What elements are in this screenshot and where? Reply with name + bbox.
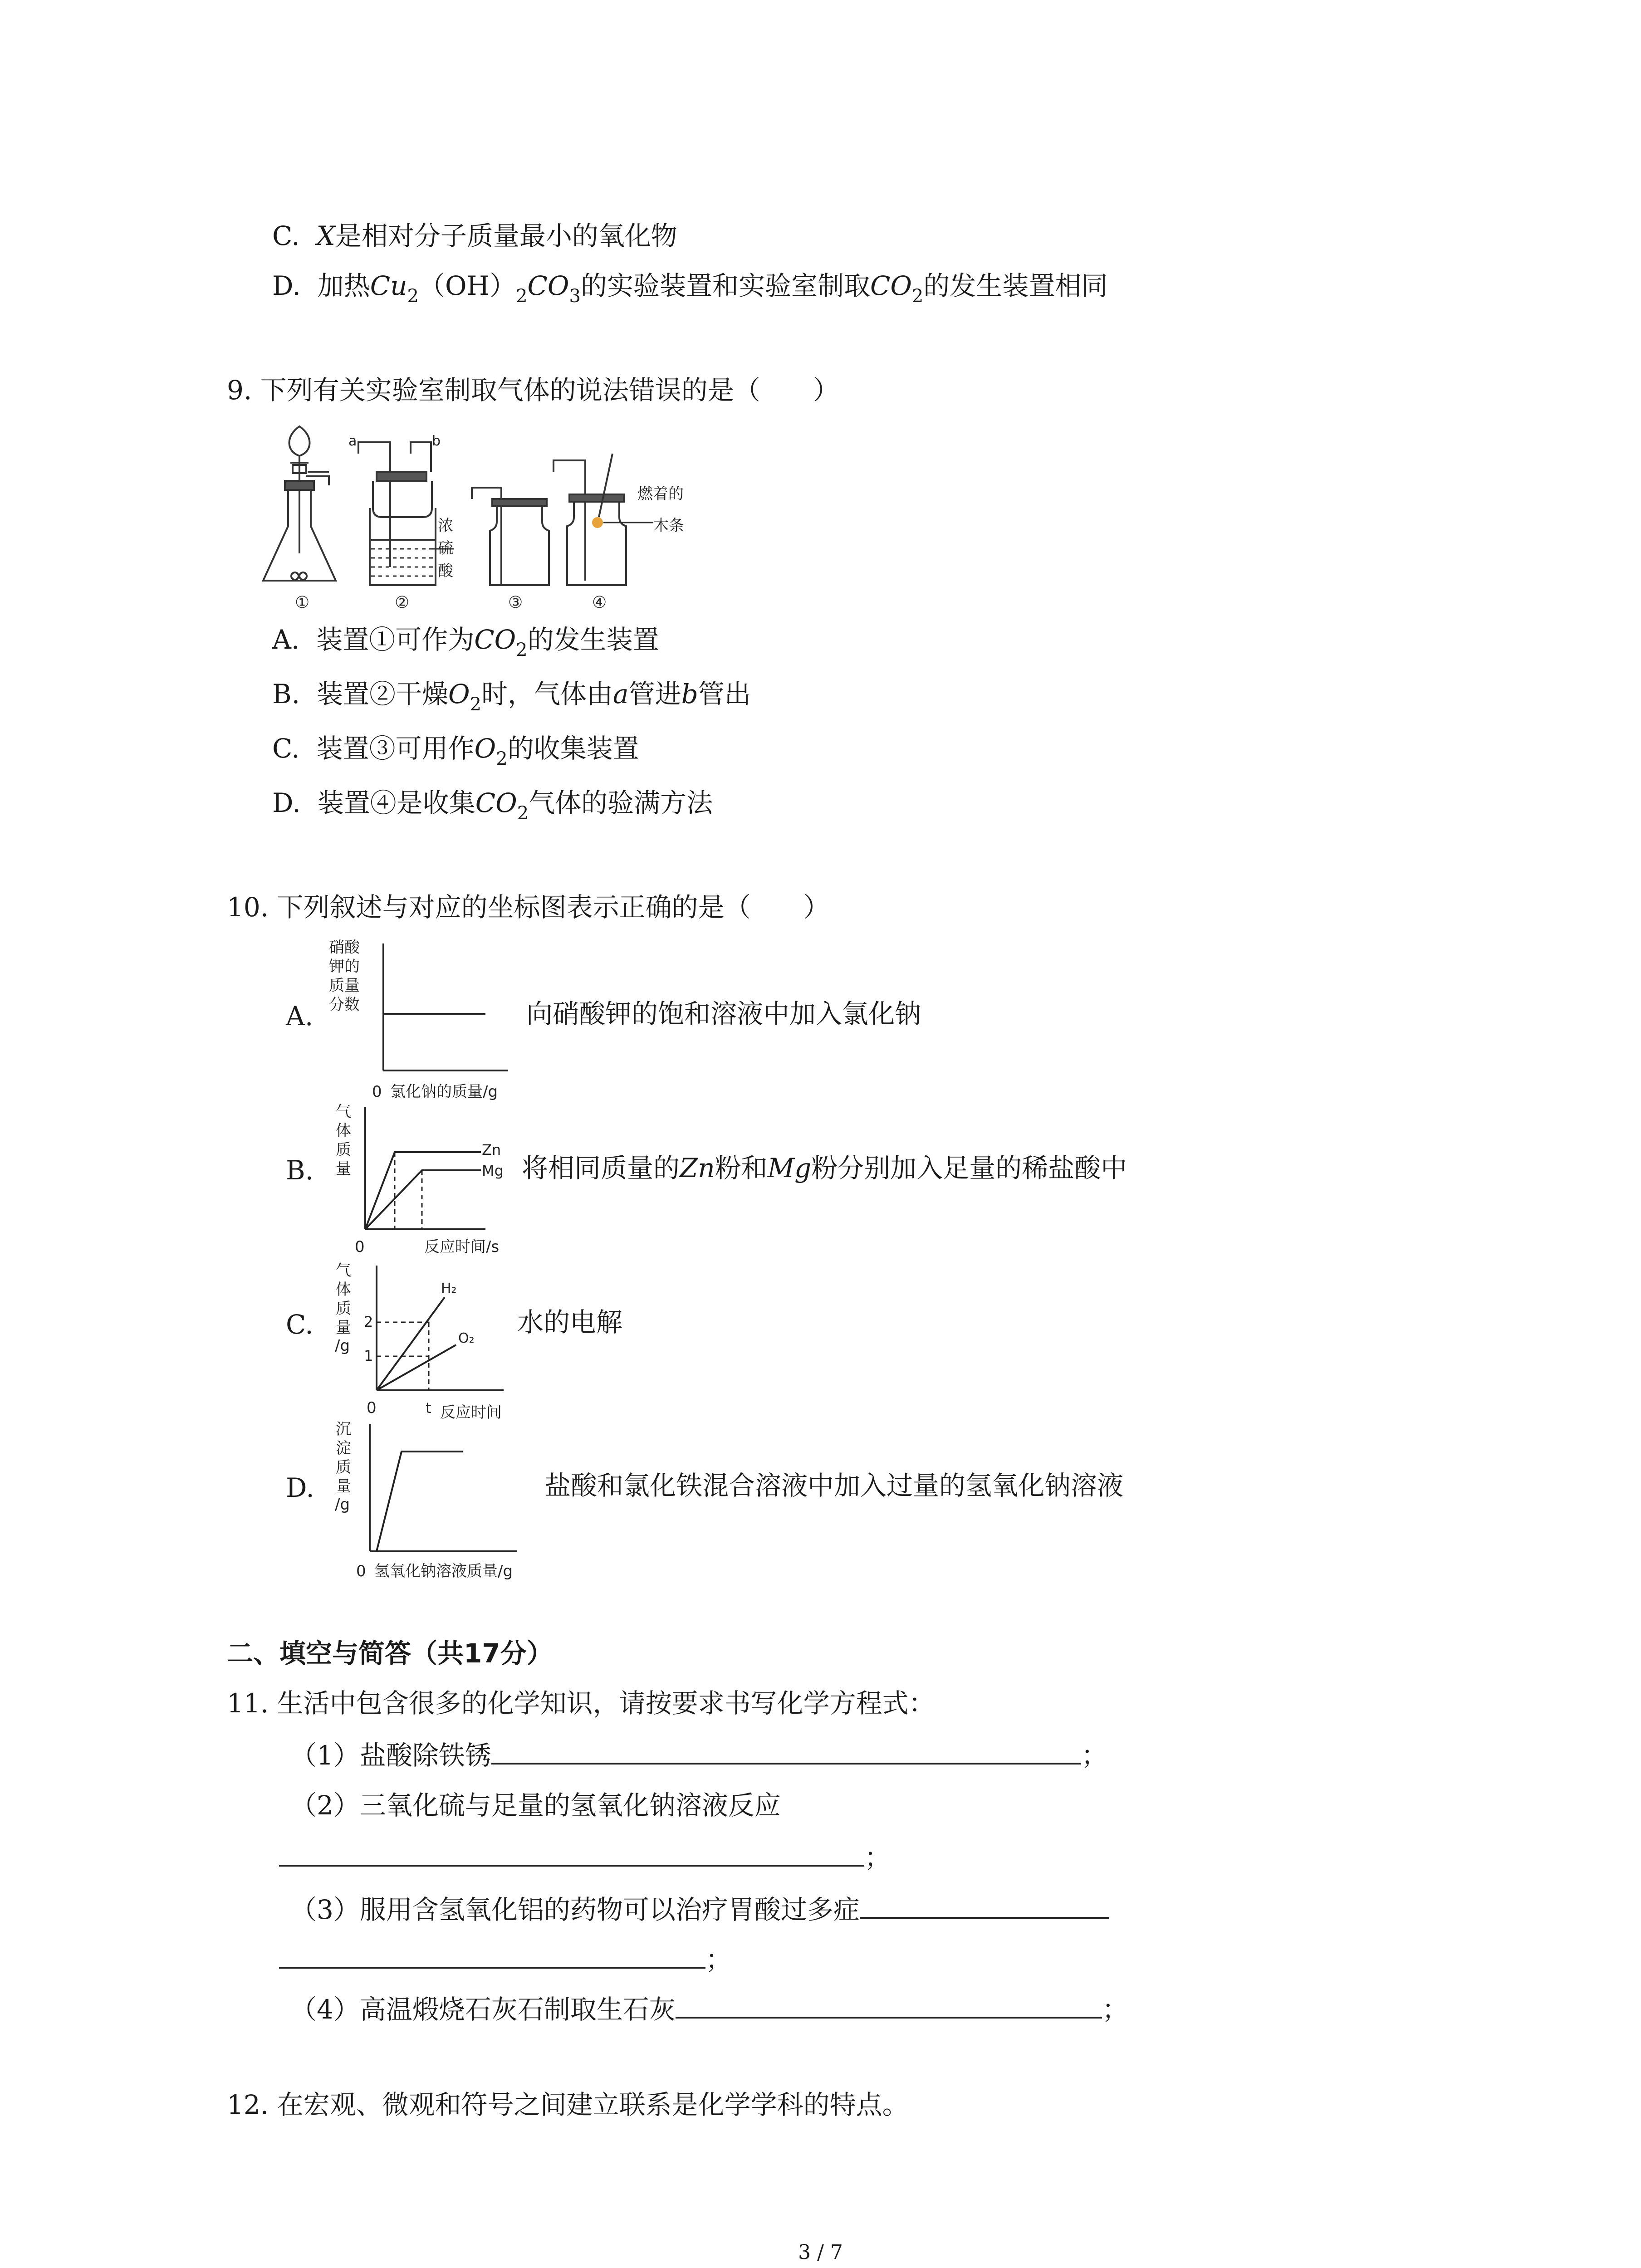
semicolon: ；	[1102, 1994, 1128, 2025]
desc-text: 将相同质量的	[522, 1153, 680, 1183]
subscript: 2	[516, 286, 528, 307]
option-text: 的发生装置相同	[923, 270, 1108, 301]
label-2: ②	[395, 593, 410, 612]
ylabel-line: 体	[336, 1281, 351, 1299]
semicolon: ；	[864, 1842, 891, 1873]
xlabel: 氯化钠的质量/g	[390, 1083, 498, 1101]
formula: Cu	[370, 270, 407, 301]
option-text: 装置②干燥	[316, 679, 448, 709]
answer-blank-3a[interactable]	[860, 1892, 1109, 1919]
formula: O	[448, 679, 470, 709]
q10-chart-d	[327, 1415, 563, 1588]
part-text: （1）盐酸除铁锈	[290, 1740, 491, 1771]
q11-part-3-answer	[279, 1941, 732, 1978]
ytick-label: 1	[364, 1347, 373, 1364]
q10-chart-c	[327, 1256, 522, 1424]
burning-label-1: 燃着的	[637, 485, 684, 503]
q11-part-4	[290, 1991, 1128, 2028]
q11-part-2: （2）三氧化硫与足量的氢氧化钠溶液反应	[290, 1790, 781, 1821]
option-letter: A.	[272, 624, 300, 655]
q11-stem: 11. 生活中包含很多的化学知识，请按要求书写化学方程式：	[227, 1688, 935, 1719]
semicolon: ；	[1081, 1740, 1107, 1771]
formula: CO	[870, 270, 912, 301]
option-text: 装置③可用作	[316, 733, 475, 764]
option-text: 管进	[628, 679, 681, 709]
ylabel-line: 质量	[329, 977, 360, 995]
ylabel-line: 体	[336, 1122, 351, 1140]
q9-option-d	[272, 785, 713, 831]
option-text: 的收集装置	[507, 733, 639, 764]
ylabel-line: 气	[336, 1103, 351, 1121]
apparatus-1	[263, 426, 336, 581]
flame	[592, 517, 603, 528]
ylabel-line: /g	[335, 1496, 350, 1514]
conc-label-2: 硫	[438, 539, 453, 557]
q10-option-a-desc: 向硝酸钾的饱和溶液中加入氯化钠	[526, 998, 921, 1029]
series-line	[377, 1452, 463, 1551]
math-x: X	[316, 220, 335, 251]
series-label-zn: Zn	[482, 1141, 501, 1158]
desc-text: 粉和	[715, 1153, 768, 1183]
q10-option-c-desc: 水的电解	[517, 1307, 623, 1338]
q9-apparatus-figure	[254, 417, 730, 626]
series-line-o2	[377, 1345, 456, 1390]
part-text: （3）服用含氢氧化铝的药物可以治疗胃酸过多症	[290, 1894, 860, 1925]
ytick-label: 2	[364, 1313, 373, 1330]
ylabel-line: 钾的	[329, 958, 360, 976]
part-text: （4）高温煅烧石灰石制取生石灰	[290, 1994, 676, 2025]
q8-option-c	[272, 218, 677, 254]
ylabel-line: 硝酸	[329, 938, 360, 957]
ylabel-line: 量	[336, 1319, 351, 1337]
series-label-o2: O₂	[458, 1330, 475, 1346]
q9-stem: 9. 下列有关实验室制取气体的说法错误的是（ ）	[227, 375, 839, 406]
label-3: ③	[508, 593, 523, 612]
option-text: 加热	[317, 270, 370, 301]
option-letter: C.	[272, 733, 300, 764]
q9-option-b	[272, 676, 751, 723]
ylabel-line: 量	[336, 1477, 351, 1496]
q8-option-d	[272, 268, 1107, 314]
origin-label: 0	[355, 1238, 365, 1256]
answer-blank-4[interactable]	[676, 1991, 1102, 2019]
tube-a-label: a	[348, 433, 357, 449]
ylabel-line: 质	[336, 1300, 351, 1318]
subscript: 3	[569, 286, 581, 307]
option-letter: C.	[272, 220, 300, 251]
apparatus-4	[554, 454, 626, 585]
q11-part-1	[290, 1737, 1107, 1774]
formula: CO	[475, 787, 517, 818]
q10-option-c-letter: C.	[286, 1309, 314, 1340]
xlabel: 反应时间	[440, 1403, 502, 1422]
conc-label-3: 酸	[438, 562, 453, 580]
answer-blank-2[interactable]	[279, 1839, 864, 1867]
section-title: 二、填空与简答（共17分）	[227, 1638, 553, 1669]
origin-label: 0	[356, 1562, 366, 1580]
q10-chart-b	[327, 1098, 522, 1256]
ylabel-line: 淀	[336, 1439, 351, 1457]
formula: CO	[474, 624, 516, 655]
option-letter: D.	[272, 787, 301, 818]
ylabel-line: 分数	[329, 996, 360, 1014]
q10-stem: 10. 下列叙述与对应的坐标图表示正确的是（ ）	[227, 892, 830, 923]
option-text: 气体的验满方法	[529, 787, 713, 818]
subscript: 2	[496, 748, 508, 769]
q12-stem: 12. 在宏观、微观和符号之间建立联系是化学学科的特点。	[227, 2089, 909, 2120]
series-line-h2	[377, 1297, 445, 1390]
page-number: 3 / 7	[798, 2241, 843, 2264]
label-1: ①	[295, 593, 310, 612]
q10-option-b-desc	[522, 1150, 1127, 1186]
burning-label-2: 木条	[653, 517, 684, 535]
q9-option-c	[272, 730, 639, 777]
q10-option-d-desc: 盐酸和氯化铁混合溶液中加入过量的氢氧化钠溶液	[544, 1470, 1124, 1501]
q10-chart-a	[327, 934, 522, 1107]
desc-text: 粉分别加入足量的稀盐酸中	[811, 1153, 1127, 1183]
label-4: ④	[592, 593, 607, 612]
option-text: 时，气体由	[481, 679, 613, 709]
answer-blank-1[interactable]	[491, 1737, 1081, 1765]
option-text: 的发生装置	[527, 624, 659, 655]
math-var: a	[612, 679, 629, 709]
formula: CO	[527, 270, 569, 301]
q10-option-b-letter: B.	[286, 1155, 314, 1186]
option-letter: B.	[272, 679, 300, 709]
subscript: 2	[911, 286, 924, 307]
option-text: 是相对分子质量最小的氧化物	[335, 220, 677, 251]
subscript: 2	[517, 803, 529, 824]
option-letter: D.	[272, 270, 301, 301]
formula: Mg	[767, 1153, 812, 1183]
q10-option-d-letter: D.	[286, 1472, 314, 1503]
apparatus-2	[358, 442, 436, 585]
option-text: 管出	[698, 679, 751, 709]
math-var: b	[681, 679, 698, 709]
tube-b-label: b	[432, 433, 441, 449]
series-line-mg	[365, 1170, 481, 1229]
series-line-zn	[365, 1152, 481, 1229]
q10-option-a-letter: A.	[286, 1001, 314, 1031]
option-text: 的实验装置和实验室制取	[580, 270, 870, 301]
ylabel-line: 沉	[336, 1420, 351, 1438]
subscript: 2	[516, 640, 528, 660]
answer-blank-3b[interactable]	[279, 1941, 705, 1969]
subscript: 2	[407, 286, 419, 307]
conc-label-1: 浓	[438, 517, 453, 535]
apparatus-3	[472, 488, 549, 585]
formula: （OH）	[418, 270, 516, 301]
q11-part-3	[290, 1892, 1109, 1928]
semicolon: ；	[705, 1944, 732, 1975]
xlabel: 反应时间/s	[424, 1238, 500, 1256]
origin-label: 0	[372, 1083, 382, 1101]
option-text: 装置④是收集	[317, 787, 475, 818]
ylabel-line: /g	[335, 1337, 350, 1355]
subscript: 2	[470, 694, 481, 715]
q9-option-a	[272, 621, 659, 668]
series-label-mg: Mg	[482, 1162, 504, 1179]
ylabel-line: 质	[336, 1141, 351, 1159]
xlabel: 氢氧化钠溶液质量/g	[374, 1562, 513, 1580]
option-text: 装置①可作为	[316, 624, 475, 655]
xtick-label: t	[426, 1399, 431, 1417]
ylabel-line: 量	[336, 1160, 351, 1178]
series-label-h2: H₂	[441, 1281, 457, 1296]
q11-part-2-answer	[279, 1839, 891, 1876]
origin-label: 0	[367, 1399, 377, 1417]
ylabel-line: 气	[336, 1261, 351, 1280]
ylabel-line: 质	[336, 1458, 351, 1476]
formula: O	[474, 733, 496, 764]
formula: Zn	[680, 1153, 715, 1183]
